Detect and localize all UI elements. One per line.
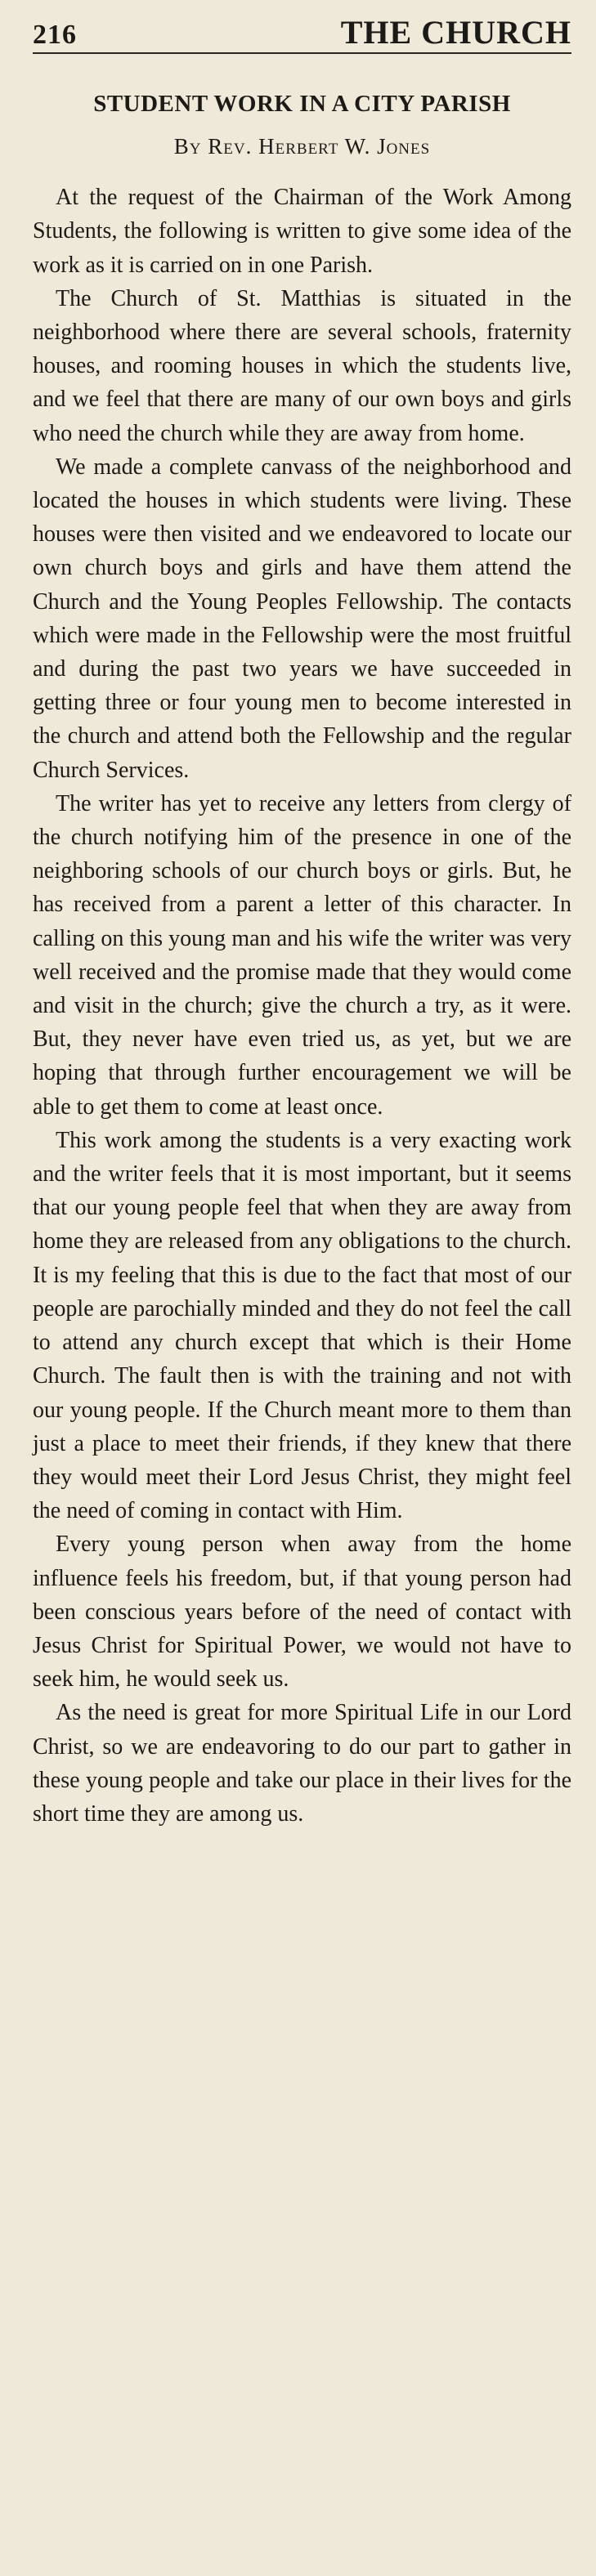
paragraph-4: The writer has yet to receive any letters from clergy of the church notifying him of the presence in one of the neighboring schools of our church boys or girls. But, he has received from a parent a letter of this character. In calling on this young man and his wife the writer was very well received and the promise made that they would come and visit in the church; give the church a try, as it were. But, they never have even tried us, as yet, but we are hoping that through further encouragement we will be able to get them to come at least once. [33,790,571,1120]
paragraph-3: We made a complete canvass of the neighborhood and located the houses in which students were living. These houses were then visited and we endeavored to locate our own church boys and girls and have them attend the Church and the Young Peoples Fellowship. The contacts which were made in the Fellowship were the most fruitful and during the past two years we have succeeded in getting three or four young men to become interested in the church and attend both the Fellowship and the regular Church Services. [33,454,571,783]
journal-title: THE CHURCH [340,14,571,51]
article-body [33,181,571,1831]
paragraph-2: The Church of St. Matthias is situated in the neighborhood where there are several schools, fraternity houses, and rooming houses in which the students live, and we feel that there are many of our own boys and girls who need the church while they are away from home. [33,285,571,446]
running-head [33,0,571,54]
article-byline: By Rev. Herbert W. Jones [173,133,431,159]
page-number: 216 [33,20,77,50]
paragraph-7: As the need is great for more Spiritual Life in our Lord Christ, so we are endeavoring to do our part to gather in these young people and take our place in their lives for the short time they are among us. [33,1700,571,1827]
paragraph-1: At the request of the Chairman of the Work Among Students, the following is written to give some idea of the work as it is carried on in one Parish. [33,185,571,278]
article-title: STUDENT WORK IN A CITY PARISH [93,91,511,117]
paragraph-6: Every young person when away from the home influence feels his freedom, but, if that young person had been conscious years before of the need of contact with Jesus Christ for Spiritual Power, we would not have to seek him, he would seek us. [33,1532,571,1693]
paragraph-5: This work among the students is a very exacting work and the writer feels that it is most important, but it seems that our young people feel that when they are away from home they are released from any obligations to the church. It is my feeling that this is due to the fact that most of our people are parochially minded and they do not feel the call to attend any church except that which is their Home Church. The fault then is with the training and not with our young people. If the Church meant more to them than just a place to meet their friends, if they knew that there they would meet their Lord Jesus Christ, they might feel the need of coming in contact with Him. [33,1127,571,1524]
